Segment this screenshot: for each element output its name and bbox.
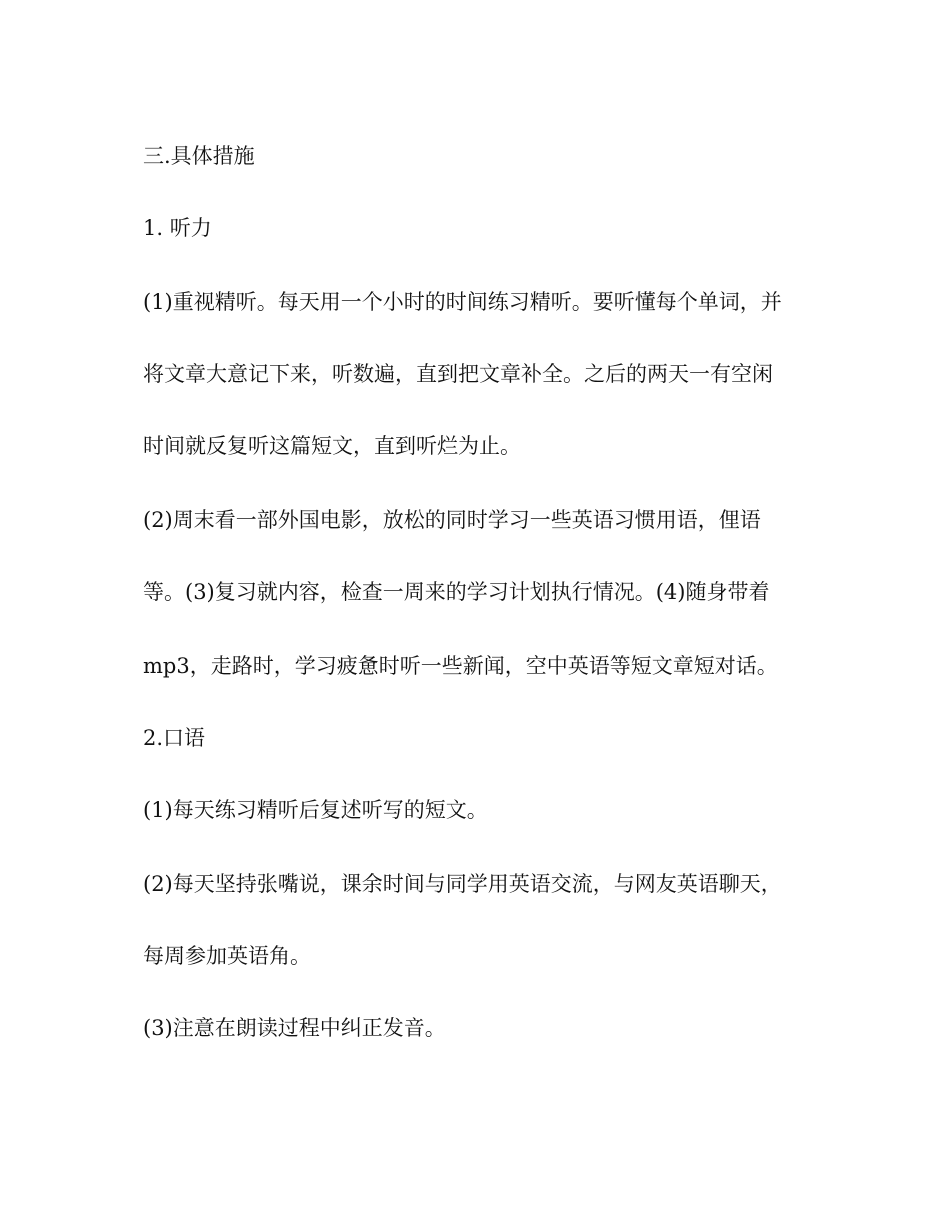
paragraph-line: (1)每天练习精听后复述听写的短文。 — [143, 798, 488, 822]
paragraph-line: (2)周末看一部外国电影，放松的同时学习一些英语习惯用语，俚语 — [143, 508, 761, 532]
paragraph-line: 等。(3)复习就内容，检查一周来的学习计划执行情况。(4)随身带着 — [143, 580, 770, 604]
paragraph-line: mp3，走路时，学习疲惫时听一些新闻，空中英语等短文章短对话。 — [143, 654, 778, 678]
paragraph-line: (3)注意在朗读过程中纠正发音。 — [143, 1016, 446, 1040]
subsection-heading-listening: 1. 听力 — [143, 216, 212, 240]
paragraph-line: (1)重视精听。每天用一个小时的时间练习精听。要听懂每个单词，并 — [143, 290, 782, 314]
paragraph-line: 将文章大意记下来，听数遍，直到把文章补全。之后的两天一有空闲 — [143, 362, 773, 386]
paragraph-line: 时间就反复听这篇短文，直到听烂为止。 — [143, 434, 521, 458]
section-heading: 三.具体措施 — [143, 144, 255, 168]
subsection-heading-speaking: 2.口语 — [143, 726, 206, 750]
paragraph-line: 每周参加英语角。 — [143, 944, 311, 968]
paragraph-line: (2)每天坚持张嘴说，课余时间与同学用英语交流，与网友英语聊天， — [143, 872, 782, 896]
